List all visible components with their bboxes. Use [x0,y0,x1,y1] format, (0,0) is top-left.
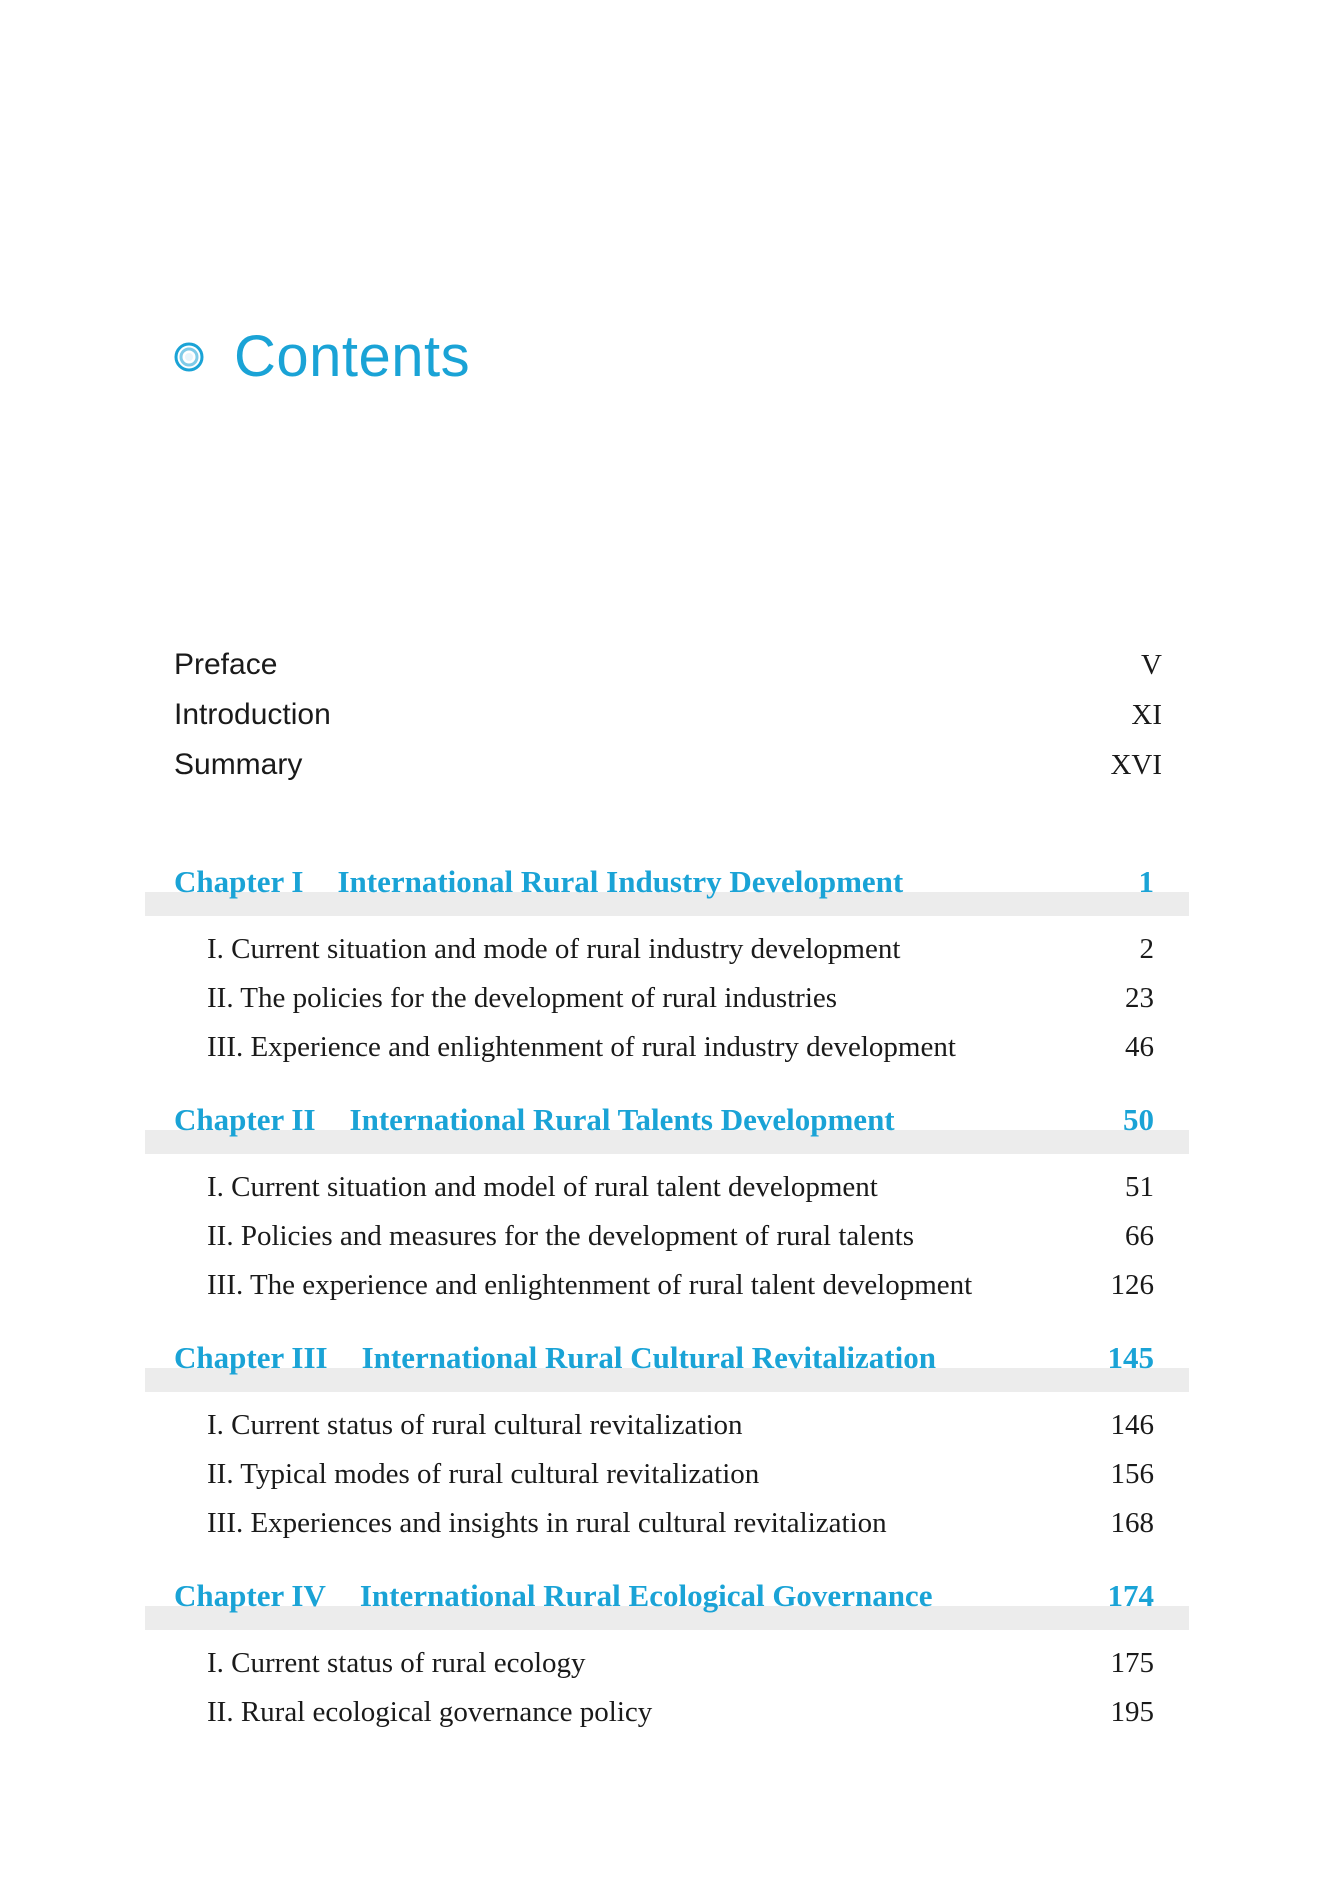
section-title: II. The policies for the development of rural industries [207,982,838,1014]
toc-section[interactable] [207,1261,1154,1310]
toc-section[interactable] [207,1450,1154,1499]
section-list [145,1401,1189,1548]
section-page: 23 [1125,982,1154,1014]
chapter-2-block [145,1095,1189,1310]
toc-chapter-1[interactable] [145,857,1189,907]
toc-entry-page: V [1141,648,1162,681]
chapter-page: 50 [1123,1102,1154,1137]
toc-entry-page: XVI [1110,748,1162,781]
toc-chapter-2[interactable] [145,1095,1189,1145]
chapter-number: Chapter III [174,1340,328,1375]
section-page: 46 [1125,1031,1154,1063]
toc-section[interactable] [207,1688,1154,1737]
toc-section[interactable] [207,1401,1154,1450]
front-matter-list [174,640,1164,790]
toc-entry-introduction[interactable] [174,690,1164,740]
toc-section[interactable] [207,1163,1154,1212]
chapter-page: 1 [1138,864,1154,899]
toc-section[interactable] [207,1212,1154,1261]
section-title: I. Current situation and mode of rural industry development [207,933,901,965]
section-title: III. Experiences and insights in rural cultural revitalization [207,1507,887,1539]
section-title: II. Typical modes of rural cultural revitalization [207,1458,760,1490]
section-title: II. Policies and measures for the development of rural talents [207,1220,915,1252]
section-title: I. Current status of rural ecology [207,1647,586,1679]
page-title: Contents [234,324,471,389]
toc-section[interactable] [207,1023,1154,1072]
section-page: 168 [1110,1507,1154,1539]
toc-entry-label: Introduction [174,698,331,731]
section-title: III. The experience and enlightenment of rural talent development [207,1269,973,1301]
chapter-title: International Rural Ecological Governance [359,1578,933,1613]
section-title: I. Current situation and model of rural talent development [207,1171,878,1203]
section-list [145,1163,1189,1310]
section-page: 156 [1110,1458,1154,1490]
toc-section[interactable] [207,925,1154,974]
section-title: II. Rural ecological governance policy [207,1696,653,1728]
section-list [145,925,1189,1072]
toc-section[interactable] [207,974,1154,1023]
chapter-title: International Rural Industry Development [337,864,904,899]
toc-entry-summary[interactable] [174,740,1164,790]
chapter-4-block [145,1571,1189,1737]
chapter-title: International Rural Talents Development [349,1102,895,1137]
section-title: III. Experience and enlightenment of rural industry development [207,1031,956,1063]
chapter-number: Chapter IV [174,1578,326,1613]
section-title: I. Current status of rural cultural revitalization [207,1409,743,1441]
toc-entry-page: XI [1131,698,1162,731]
toc-section[interactable] [207,1639,1154,1688]
chapter-heading [174,1102,895,1138]
concentric-circle-icon [174,342,204,372]
section-page: 146 [1110,1409,1154,1441]
chapter-number: Chapter II [174,1102,316,1137]
chapter-number: Chapter I [174,864,304,899]
toc-chapter-4[interactable] [145,1571,1189,1621]
chapter-heading [174,1578,932,1614]
section-page: 195 [1110,1696,1154,1728]
toc-chapter-3[interactable] [145,1333,1189,1383]
toc-entry-preface[interactable] [174,640,1164,690]
section-page: 175 [1110,1647,1154,1679]
section-list [145,1639,1189,1737]
chapter-page: 145 [1107,1340,1154,1375]
section-page: 2 [1139,933,1154,965]
toc-entry-label: Preface [174,648,278,681]
toc-entry-label: Summary [174,748,303,781]
toc-section[interactable] [207,1499,1154,1548]
chapter-heading [174,864,903,900]
section-page: 126 [1110,1269,1154,1301]
chapter-heading [174,1340,936,1376]
chapter-page: 174 [1107,1578,1154,1613]
chapter-3-block [145,1333,1189,1548]
contents-heading [174,322,470,392]
chapter-1-block [145,857,1189,1072]
section-page: 66 [1125,1220,1154,1252]
section-page: 51 [1125,1171,1154,1203]
chapter-title: International Rural Cultural Revitalization [361,1340,936,1375]
